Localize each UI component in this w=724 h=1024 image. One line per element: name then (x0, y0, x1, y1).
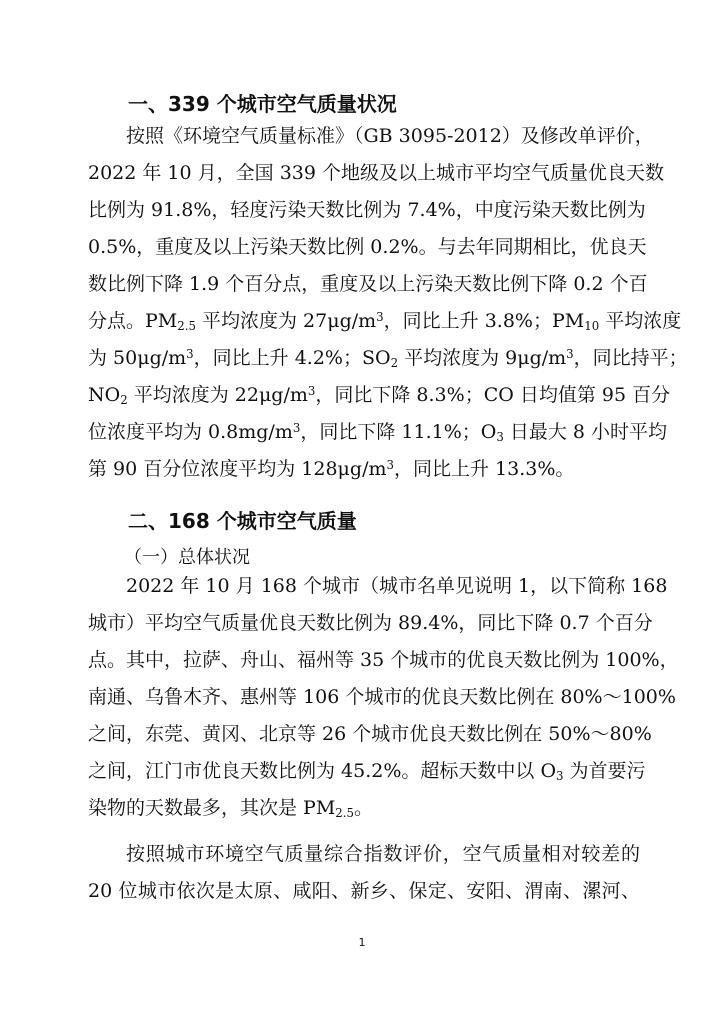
text-line: 城市）平均空气质量优良天数比例为 89.4%，同比下降 0.7 个百分 (88, 612, 653, 634)
text-line: 点。其中，拉萨、舟山、福州等 35 个城市的优良天数比例为 100%， (88, 649, 679, 671)
text-line: 2022 年 10 月，全国 339 个地级及以上城市平均空气质量优良天数 (88, 162, 664, 184)
text-line: 染物的天数最多，其次是 $PM_{2.5}$。 (88, 797, 374, 820)
text-line: 比例为 91.8%，轻度污染天数比例为 7.4%，中度污染天数比例为 (88, 199, 646, 221)
text-line: 按照《环境空气质量标准》（GB 3095-2012）及修改单评价， (126, 125, 654, 147)
text-line: 0.5%，重度及以上污染天数比例 0.2%。与去年同期相比，优良天 (88, 236, 647, 258)
text-line: 分点。$PM_{2.5}$ 平均浓度为 $27\mu g/m^3$，同比上升 3.8%；$PM_{10}$ 平均浓度 (88, 310, 682, 333)
text-line: 2022 年 10 月 168 个城市（城市名单见说明 1，以下简称 168 (126, 575, 668, 597)
page-number: 1 (358, 936, 366, 949)
text-line: 之间，江门市优良天数比例为 45.2%。超标天数中以 $O_3$ 为首要污 (88, 760, 646, 783)
text-line: 第 90 百分位浓度平均为 $128\mu g/m^3$，同比上升 13.3%。 (88, 458, 575, 480)
section-1-heading: 一、339 个城市空气质量状况 (128, 92, 397, 116)
text-line: 20 位城市依次是太原、咸阳、新乡、保定、安阳、渭南、漯河、 (88, 880, 640, 902)
subsection-heading: （一）总体状况 (124, 547, 250, 568)
text-line: 数比例下降 1.9 个百分点，重度及以上污染天数比例下降 0.2 个百 (88, 273, 648, 295)
text-line: 之间，东莞、黄冈、北京等 26 个城市优良天数比例在 50%～80% (88, 723, 652, 745)
section-2-heading: 二、168 个城市空气质量 (128, 509, 357, 533)
text-line: 位浓度平均为 $0.8mg/m^3$，同比下降 11.1%；$O_3$ 日最大 8 小时平均 (88, 421, 668, 444)
text-line: 按照城市环境空气质量综合指数评价，空气质量相对较差的 (126, 843, 640, 865)
text-line: 为 $50\mu g/m^3$，同比上升 4.2%；$SO_2$ 平均浓度为 $9\mu g/m^3$，同比持平； (88, 347, 688, 370)
text-line: 南通、乌鲁木齐、惠州等 106 个城市的优良天数比例在 80%～100% (88, 686, 676, 708)
text-line: $NO_2$ 平均浓度为 $22\mu g/m^3$，同比下降 8.3%；CO 日均值第 95 百分 (88, 384, 671, 407)
